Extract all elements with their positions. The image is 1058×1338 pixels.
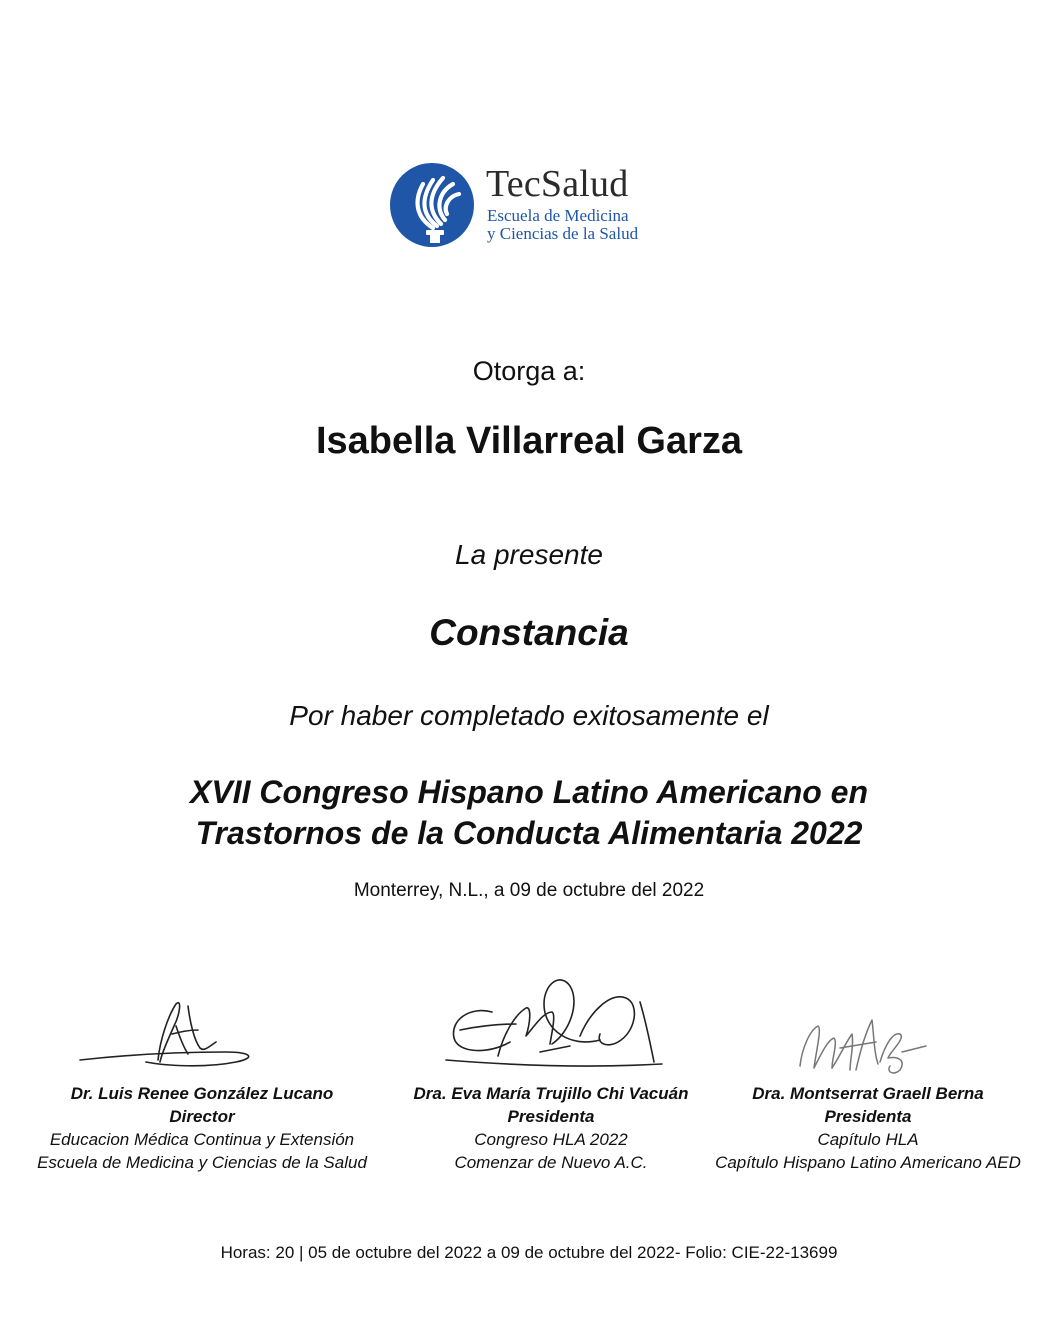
- signatory-name: Dra. Montserrat Graell Berna: [752, 1084, 984, 1103]
- signatory-name: Dra. Eva María Trujillo Chi Vacuán: [413, 1084, 689, 1103]
- signatory-3: [684, 1082, 1052, 1174]
- signature-2-image: [440, 972, 670, 1072]
- presents-text: La presente: [455, 539, 603, 570]
- signatory-affiliation-1: Educacion Médica Continua y Extensión: [49, 1130, 355, 1149]
- signatory-affiliation-1: Capítulo HLA: [817, 1130, 919, 1149]
- document-type: Constancia: [429, 612, 629, 653]
- signatory-role: Director: [169, 1107, 235, 1126]
- grant-text: Otorga a:: [472, 356, 586, 386]
- event-title-line1: XVII Congreso Hispano Latino Americano en: [189, 774, 869, 810]
- signature-3-image: [790, 1012, 930, 1082]
- signatory-affiliation-1: Congreso HLA 2022: [474, 1130, 628, 1149]
- signatory-2: [386, 1082, 716, 1174]
- signatory-affiliation-2: Comenzar de Nuevo A.C.: [454, 1153, 648, 1172]
- signatory-1: [0, 1082, 404, 1174]
- reason-text: Por haber completado exitosamente el: [289, 700, 769, 731]
- logo-subtitle-line2: y Ciencias de la Salud: [487, 224, 639, 243]
- logo-subtitle-line1: Escuela de Medicina: [487, 206, 629, 225]
- footer-text: Horas: 20 | 05 de octubre del 2022 a 09 de octubre del 2022- Folio: CIE-22-13699: [220, 1243, 838, 1262]
- signatory-affiliation-2: Capítulo Hispano Latino Americano AED: [715, 1153, 1021, 1172]
- place-date: Monterrey, N.L., a 09 de octubre del 2022: [353, 880, 705, 901]
- logo-title: TecSalud: [486, 163, 629, 205]
- event-title-line2: Trastornos de la Conducta Alimentaria 2022: [195, 815, 863, 851]
- tecsalud-logo: [386, 160, 676, 250]
- signatory-name: Dr. Luis Renee González Lucano: [70, 1084, 334, 1103]
- signature-1-image: [76, 996, 266, 1076]
- signatory-role: Presidenta: [507, 1107, 595, 1126]
- signatory-role: Presidenta: [824, 1107, 912, 1126]
- signatory-affiliation-2: Escuela de Medicina y Ciencias de la Salud: [37, 1153, 367, 1172]
- tecsalud-torch-icon: [389, 162, 475, 248]
- recipient-name: Isabella Villarreal Garza: [315, 420, 742, 462]
